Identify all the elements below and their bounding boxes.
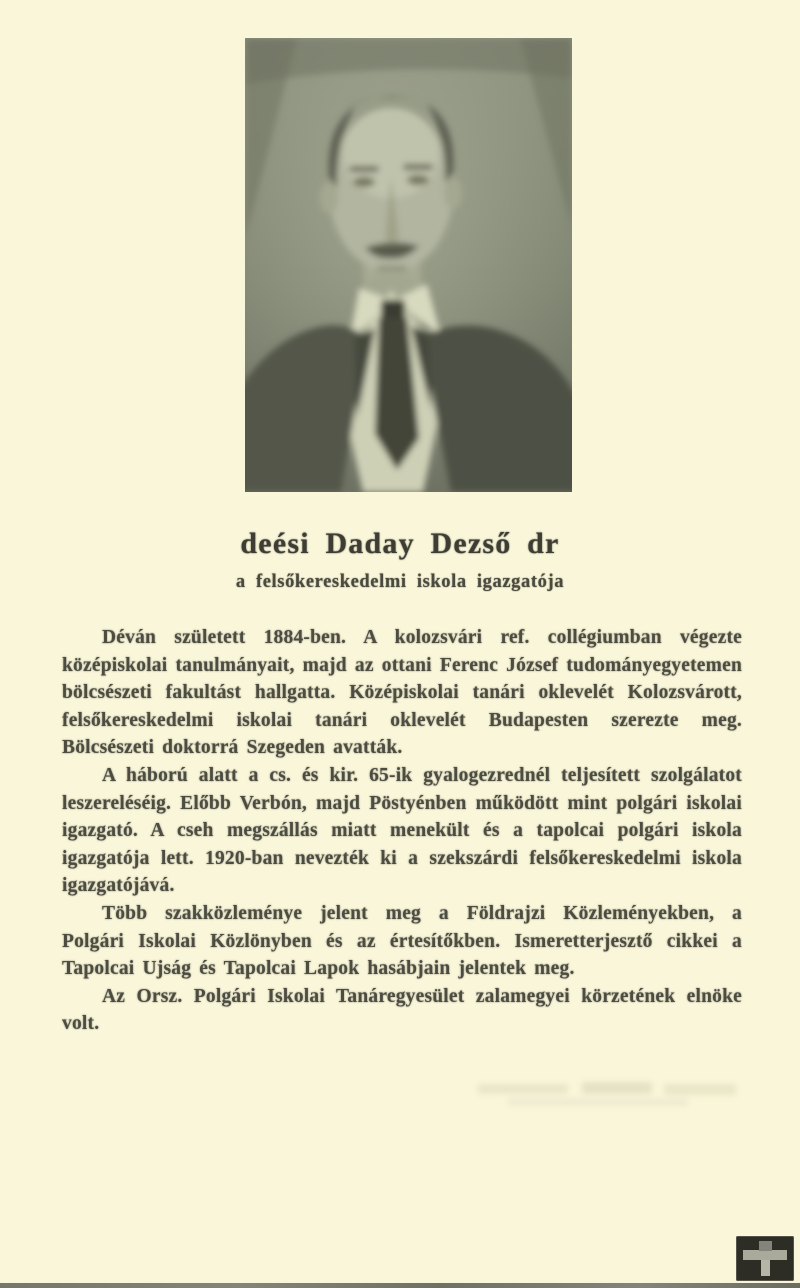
biography-text	[62, 624, 742, 1038]
portrait-photo	[245, 38, 572, 492]
biography-paragraph: Az Orsz. Polgári Iskolai Tanáregyesület zalamegyei körzetének elnöke volt.	[62, 985, 742, 1035]
page-title: deési Daday Dezső dr	[240, 527, 560, 560]
library-stamp	[736, 1236, 794, 1281]
page-subtitle: a felsőkereskedelmi iskola igazgatója	[235, 572, 565, 592]
portrait-illustration	[245, 38, 572, 492]
biography-paragraph: A háború alatt a cs. és kir. 65-ik gyalogezrednél teljesített szolgálatot leszereléséig. Előbb Verbón, majd Pöstyénben működött mint polgári iskolai igazgató. A cseh megszállás miatt menekült és a tapolcai polgári iskola igazgatója lett. 1920-ban nevezték ki a szekszárdi felsőkereskedelmi iskola igazgatójává.	[62, 764, 742, 897]
cross-icon	[761, 1260, 770, 1276]
biography-paragraph: Több szakközleménye jelent meg a Földrajzi Közleményekben, a Polgári Iskolai Közlönyben és az értesítőkben. Ismeretterjesztő cikkei a Tapolcai Ujság és Tapolcai Lapok hasábjain jelentek meg.	[62, 902, 742, 980]
scan-edge-strip	[0, 1283, 800, 1288]
cross-icon	[759, 1241, 772, 1251]
biography-paragraph: Déván született 1884-ben. A kolozsvári ref. collégiumban végezte középiskolai tanulmányait, majd az ottani Ferenc József tudományegyetemen bölcsészeti fakultást hallgatta. Középiskolai tanári oklevelét Kolozsvárott, felsőkereskedelmi iskolai tanári oklevelét Budapesten szerezte meg. Bölcsészeti doktorrá Szegeden avatták.	[62, 627, 742, 759]
cross-icon	[743, 1250, 787, 1260]
show-through-marks	[478, 1080, 740, 1108]
